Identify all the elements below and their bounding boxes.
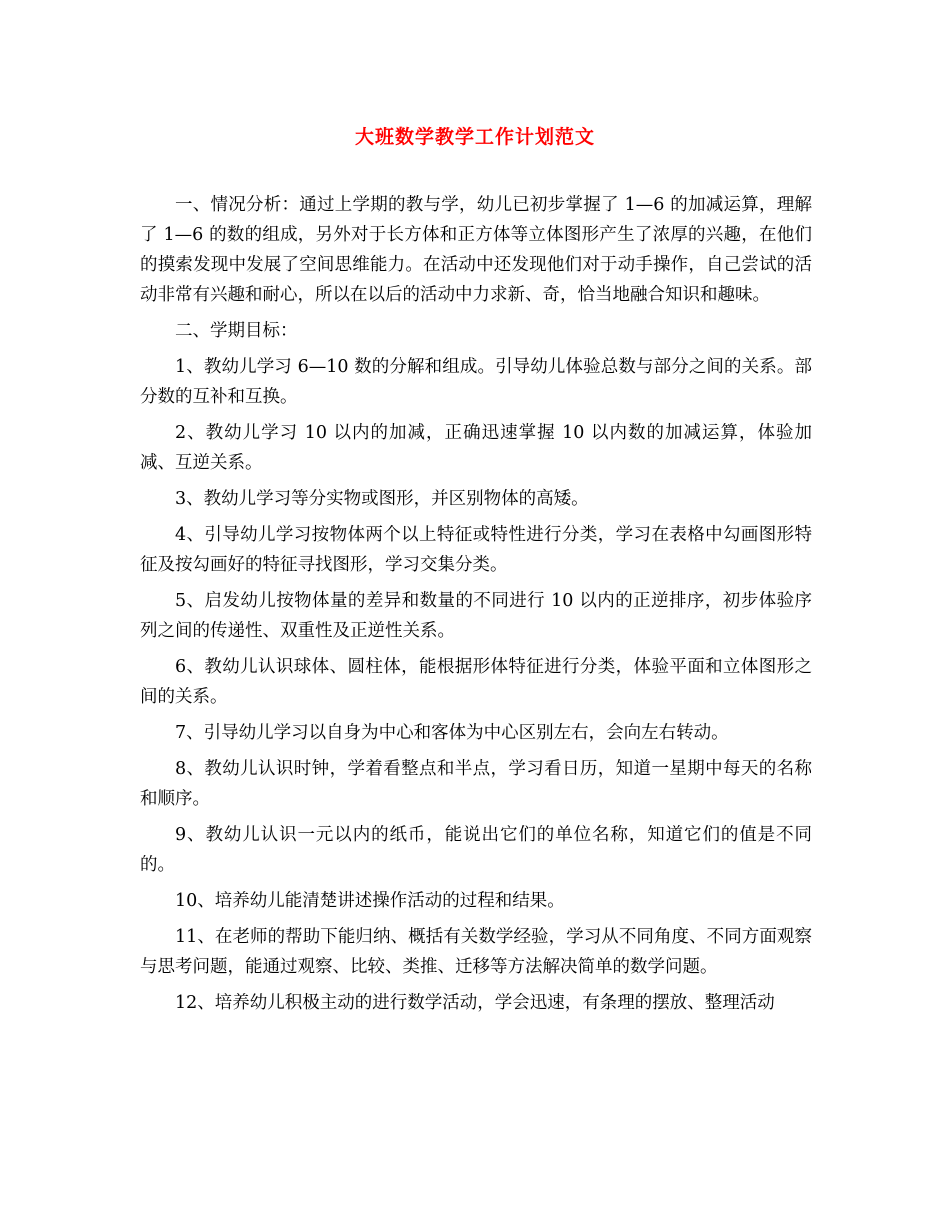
paragraph-semester-goals-heading: 二、学期目标： <box>175 321 298 341</box>
paragraph-situation-analysis: 一、情况分析：通过上学期的教与学，幼儿已初步掌握了 1—6 的加减运算，理解了 1—6 的数的组成，另外对于长方体和正方体等立体图形产生了浓厚的兴趣，在他们的摸索发现中发展了空间思维能力。在活动中还发现他们对于动手操作，自己尝试的活动非常有兴趣和耐心，所以在以后的活动中力求新、奇，恰当地融合知识和趣味。 <box>140 195 812 305</box>
document-title: 大班数学教学工作计划范文 <box>354 126 595 148</box>
paragraph-goal-3: 3、教幼儿学习等分实物或图形，并区别物体的高矮。 <box>175 489 589 509</box>
paragraph-goal-9: 9、教幼儿认识一元以内的纸币，能说出它们的单位名称，知道它们的值是不同的。 <box>140 825 812 875</box>
paragraph-goal-4: 4、引导幼儿学习按物体两个以上特征或特性进行分类，学习在表格中勾画图形特征及按勾画好的特征寻找图形，学习交集分类。 <box>140 525 812 575</box>
paragraph-goal-1: 1、教幼儿学习 6—10 数的分解和组成。引导幼儿体验总数与部分之间的关系。部分数的互补和互换。 <box>140 357 812 407</box>
paragraph-goal-11: 11、在老师的帮助下能归纳、概括有关数学经验，学习从不同角度、不同方面观察与思考问题，能通过观察、比较、类推、迁移等方法解决简单的数学问题。 <box>140 927 812 977</box>
paragraph-goal-12: 12、培养幼儿积极主动的进行数学活动，学会迅速，有条理的摆放、整理活动 <box>175 993 775 1013</box>
document-body <box>140 190 812 1024</box>
paragraph-goal-2: 2、教幼儿学习 10 以内的加减，正确迅速掌握 10 以内数的加减运算，体验加减、互逆关系。 <box>140 423 812 473</box>
paragraph-goal-6: 6、教幼儿认识球体、圆柱体，能根据形体特征进行分类，体验平面和立体图形之间的关系。 <box>140 657 812 707</box>
paragraph-goal-7: 7、引导幼儿学习以自身为中心和客体为中心区别左右，会向左右转动。 <box>175 723 729 743</box>
paragraph-goal-5: 5、启发幼儿按物体量的差异和数量的不同进行 10 以内的正逆排序，初步体验序列之间的传递性、双重性及正逆性关系。 <box>140 591 812 641</box>
paragraph-goal-10: 10、培养幼儿能清楚讲述操作活动的过程和结果。 <box>175 891 565 911</box>
paragraph-goal-8: 8、教幼儿认识时钟，学着看整点和半点，学习看日历，知道一星期中每天的名称和顺序。 <box>140 759 812 809</box>
